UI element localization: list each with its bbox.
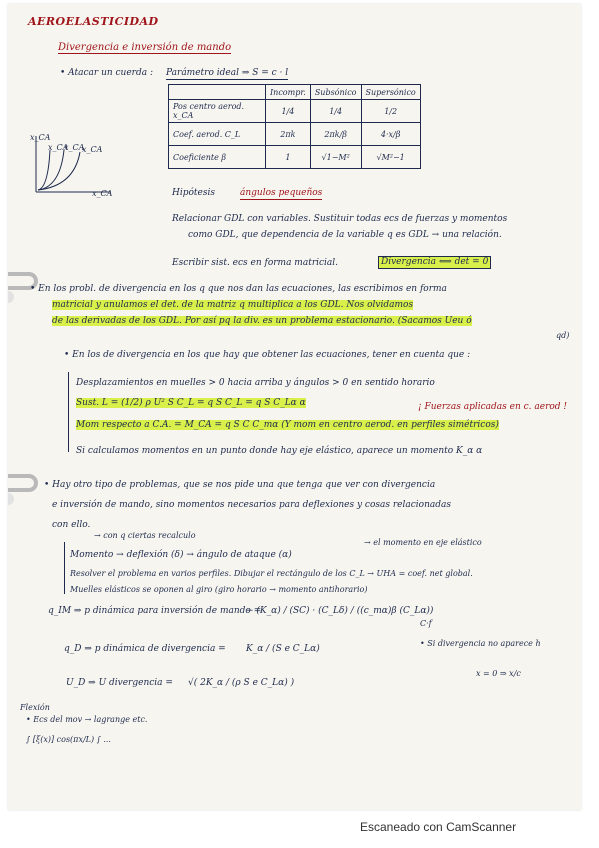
right-note: • Si divergencia no aparece h [420, 639, 541, 648]
divergence-paragraph-line [52, 316, 472, 327]
table-row [169, 146, 421, 169]
divergence-bullet: Desplazamientos en muelles > 0 hacia arriba y ángulos > 0 en sentido horario [76, 378, 435, 388]
bullet-brace [64, 542, 65, 594]
divergence-paragraph-text: matricial y anulamos el det. de la matriz q multiplica a los GDL. Nos olvidamos [52, 300, 414, 310]
table-cell: 4·x/β [361, 123, 420, 146]
divergence-bullet: Si calculamos momentos en un punto donde hay eje elástico, aparece un momento K_α α [76, 446, 483, 456]
table-row [169, 123, 421, 146]
divergence-bullet [76, 420, 499, 431]
table-cell: 2πk [266, 123, 311, 146]
u-divergence-value: √( 2K_α / (ρ S e C_Lα) ) [188, 678, 295, 688]
table-cell: √1−M² [310, 146, 361, 169]
reversal-bullet: Momento → deflexión (δ) → ángulo de ataque (α) [70, 550, 292, 560]
divergence-paragraph-text: de las derivadas de los GDL. Por así pq la div. es un problema estacionario. (Sacamos Ueu ó [52, 316, 472, 326]
section-subtitle: Divergencia e inversión de mando [58, 42, 232, 53]
reversal-small-note: → con q ciertas recalculo [94, 531, 196, 540]
flexion-title: Flexión [20, 703, 50, 712]
table-cell: √M²−1 [361, 146, 420, 169]
hypothesis-text: ángulos pequeños [240, 188, 323, 198]
forces-note: ¡ Fuerzas aplicadas en c. aerod ! [418, 402, 568, 412]
q-divergence-formula: q_D ⇒ p dinámica de divergencia = [64, 644, 226, 654]
hypothesis-label: Hipótesis [172, 188, 215, 198]
step-note-2: Escribir sist. ecs en forma matricial. [172, 258, 339, 268]
graph-curve-label: x_CA [48, 143, 69, 152]
reversal-paragraph: • Hay otro tipo de problemas, que se nos pide una que tenga que ver con divergencia [44, 480, 436, 490]
reversal-paragraph-line: con ello. [52, 520, 91, 530]
scanner-watermark: Escaneado con CamScanner [360, 820, 517, 834]
punch-hole-2 [8, 493, 14, 505]
step-note-1: Relacionar GDL con variables. Sustituir todas ecs de fuerzas y momentos [172, 214, 508, 224]
divergence-condition: Divergencia ⟺ det = 0 [378, 256, 491, 269]
right-formula: x = 0 ⇒ x/c [476, 669, 521, 678]
divergence-paragraph: • En los probl. de divergencia en los q que nos dan las ecuaciones, las escribimos en forma [30, 284, 447, 294]
graph-curve-label: x_CA [82, 145, 103, 154]
divergence-equations-intro: • En los de divergencia en los que hay que obtener las ecuaciones, tener en cuenta que : [64, 350, 471, 360]
moment-formula: Mom respecto a C.A. = M_CA = q S C C_mα (Y mom en centro aerod. en perfiles simétricos) [76, 420, 499, 430]
q-inversion-formula: q_IM ⇒ p dinámica para inversión de mando = [48, 606, 262, 616]
reversal-paragraph-line: e inversión de mando, sino momentos necesarios para deflexiones y cosas relacionadas [52, 500, 451, 510]
divergence-bullet [76, 398, 306, 409]
q-divergence-value: K_α / (S e C_Lα) [246, 644, 320, 654]
table-header-col: Incompr. [266, 85, 311, 100]
bullet-brace [68, 372, 69, 452]
page-title: AEROELASTICIDAD [28, 15, 159, 28]
table-row-label: Coef. aerod. C_L [169, 123, 266, 146]
flexion-line: • Ecs del mov → lagrange etc. [26, 715, 148, 724]
reversal-small-note: → el momento en eje elástico [364, 538, 482, 547]
reversal-bullet: Resolver el problema en varios perfiles. Dibujar el rectángulo de los C_L → UHA = coef. net global. [70, 569, 473, 578]
parameter-label: Parámetro ideal ⇒ S = c · l [166, 68, 289, 78]
table-cell: 1 [266, 146, 311, 169]
q-inversion-value: − (K_α) / (SC) · (C_Lδ) / ((c_mα)β (C_Lα)) [246, 606, 434, 616]
graph-curve-label: x_CA [64, 143, 85, 152]
graph-y-label: x_CA [30, 133, 51, 142]
binder-ring-bottom [8, 474, 38, 492]
table-row [169, 100, 421, 123]
table-row-label: Coeficiente β [169, 146, 266, 169]
table-cell: 1/4 [310, 100, 361, 123]
table-row-label: Pos centro aerod. x_CA [169, 100, 266, 123]
intro-text: • Atacar un cuerda : [60, 68, 154, 78]
divergence-corner-note: qd) [556, 331, 570, 340]
table-cell: 1/4 [266, 100, 311, 123]
table-cell: 1/2 [361, 100, 420, 123]
flexion-line: ∫ [ξ(x)] cos(πx/L) ∫ ... [26, 735, 111, 744]
right-note-c: C·f [420, 619, 432, 628]
table-header-col: Subsónico [310, 85, 361, 100]
u-divergence-formula: U_D ⇒ U divergencia = [66, 678, 173, 688]
notebook-page [8, 4, 581, 810]
graph-x-label: x_CA [92, 189, 113, 198]
punch-hole-1 [8, 291, 14, 303]
table-cell: 2πk/β [310, 123, 361, 146]
reversal-bullet: Muelles elásticos se oponen al giro (giro horario → momento antihorario) [70, 585, 368, 594]
lift-formula: Sust. L = (1/2) ρ U² S C_L = q S C_L = q S C_Lα α [76, 398, 306, 408]
table-corner [169, 85, 266, 100]
divergence-paragraph-line [52, 300, 413, 311]
table-header-col: Supersónico [361, 85, 420, 100]
aero-coefficients-table [168, 84, 421, 169]
step-note-1-cont: como GDL, que dependencia de la variable q es GDL → una relación. [188, 230, 502, 240]
